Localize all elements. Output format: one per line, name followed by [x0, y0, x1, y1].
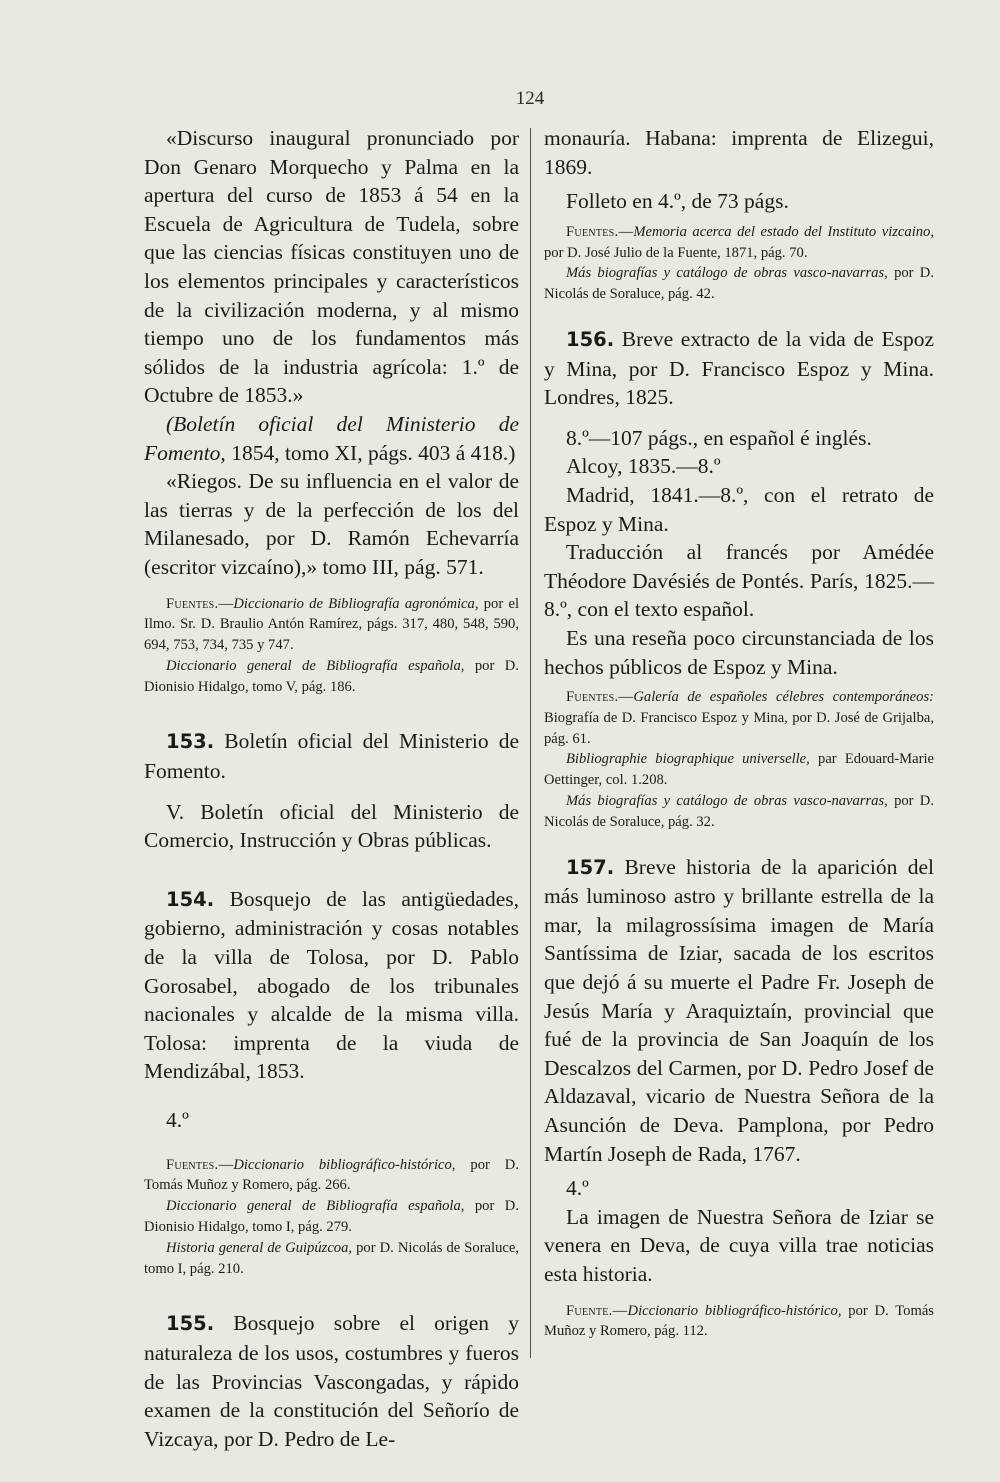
entry-number: 153.: [166, 730, 215, 754]
source-details: por D. José Julio de la Fuente, 1871, pág. 70.: [544, 244, 808, 261]
sources-label: Fuentes.—: [566, 689, 634, 706]
entry-155-format: Folleto en 4.º, de 73 págs.: [566, 189, 789, 214]
source-entry: [144, 1196, 519, 1238]
entry-155: [144, 1309, 519, 1453]
entry-154: [144, 885, 519, 1086]
source-title: Diccionario bibliográfico-histórico,: [233, 1156, 456, 1173]
entry-157-format: 4.º: [566, 1176, 589, 1201]
source-details: Biografía de D. Francisco Espoz y Mina, por D. José de Grijalba, pág. 61.: [544, 709, 934, 747]
source-entry: [544, 222, 934, 264]
source-details: par Edouard-Marie Oettinger, col. 1.208.: [544, 751, 935, 789]
source-entry: [544, 1301, 934, 1343]
column-divider: [530, 128, 531, 1358]
source-entry: [144, 594, 519, 656]
boletin-title: (Boletín oficial del Ministerio de Fomento,: [144, 411, 519, 465]
source-details: por D. Dionisio Hidalgo, tomo I, pág. 279.: [144, 1198, 519, 1235]
source-title: Diccionario bibliográfico-histórico,: [627, 1302, 842, 1319]
source-details: por D. Tomás Muñoz y Romero, pág. 266.: [144, 1156, 519, 1194]
riegos-reference: «Riegos. De su influencia en el valor de las tierras y de la perfección de los del Milanesado, por D. Ramón Echevarría (escritor vizcaíno),» tomo III, pág. 571.: [144, 469, 519, 579]
entry-number: 154.: [166, 887, 215, 911]
entry-number: 156.: [566, 327, 615, 351]
source-title: Memoria acerca del estado del Instituto vizcaino,: [633, 223, 934, 240]
source-details: por el Ilmo. Sr. D. Braulio Antón Ramírez, págs. 317, 480, 548, 590, 694, 753, 734, 735 y 747.: [144, 595, 519, 654]
entry-155-continued: monauría. Habana: imprenta de Elizegui, 1869.: [544, 126, 934, 179]
entry-157: [544, 853, 934, 1169]
source-title: Bibliographie biographique universelle,: [566, 751, 810, 768]
source-title: Diccionario de Bibliografía agronómica,: [233, 595, 479, 612]
source-details: por D. Nicolás de Soraluce, pág. 32.: [544, 793, 934, 830]
source-title: Historia general de Guipúzcoa,: [166, 1239, 353, 1256]
source-details: por D. Tomás Muñoz y Romero, pág. 112.: [544, 1302, 934, 1340]
sources-label: Fuentes.—: [166, 595, 234, 612]
entry-156-edition: Madrid, 1841.—8.º, con el retrato de Espoz y Mina.: [544, 482, 934, 536]
source-entry: [144, 1238, 519, 1280]
entry-152-text: «Discurso inaugural pronunciado por Don Genaro Morquecho y Palma en la apertura del curso de 1853 á 54 en la Escuela de Agricultura de Tudela, sobre que las ciencias físicas constituyen uno de los elementos principales y característicos de la civilización moderna, y al mismo tiempo uno de los fundamentos más sólidos de la industria agrícola: 1.º de Octubre de 1853.»: [144, 126, 519, 408]
entry-title: Bosquejo sobre el origen y naturaleza de los usos, costumbres y fueros de las Provincias Vascongadas, y rápido examen de la constitución del Señorío de Vizcaya, por D. Pedro de Le-: [144, 1311, 519, 1451]
source-title: Diccionario general de Bibliografía española,: [166, 1198, 465, 1215]
entry-156-edition: Alcoy, 1835.—8.º: [566, 454, 721, 479]
boletin-details: 1854, tomo XI, págs. 403 á 418.): [231, 440, 516, 465]
entry-157-note: La imagen de Nuestra Señora de Iziar se venera en Deva, de cuya villa trae noticias esta historia.: [544, 1204, 934, 1286]
entry-title: Boletín oficial del Ministerio de Fomento.: [144, 729, 519, 784]
entry-title: Bosquejo de las antigüedades, gobierno, administración y cosas notables de la villa de Tolosa, por D. Pablo Gorosabel, abogado de los tribunales nacionales y alcalde de la misma villa. Tolosa: imprenta de la viuda de Mendizábal, 1853.: [144, 886, 519, 1084]
entry-156-note: Es una reseña poco circunstanciada de los hechos públicos de Espoz y Mina.: [544, 625, 934, 679]
entry-156-translation: Traducción al francés por Amédée Théodore Davésiés de Pontés. París, 1825.—8.º, con el texto español.: [544, 540, 934, 622]
page-number: 124: [515, 88, 545, 109]
source-details: por D. Nicolás de Soraluce, tomo I, pág. 210.: [144, 1239, 519, 1277]
boletin-reference: [144, 410, 519, 467]
source-title: Más biografías y catálogo de obras vasco-navarras,: [566, 265, 888, 282]
sources-label: Fuente.—: [566, 1302, 628, 1319]
source-title: Galería de españoles célebres contemporáneos:: [633, 689, 934, 706]
entry-154-format: 4.º: [166, 1108, 189, 1133]
source-entry: [144, 656, 519, 698]
entry-156: [544, 325, 934, 412]
entry-number: 155.: [166, 1312, 215, 1336]
source-title: Más biografías y catálogo de obras vasco-navarras,: [566, 793, 888, 810]
sources-label: Fuentes.—: [566, 223, 634, 240]
right-column: [544, 124, 934, 1342]
entry-title: Breve historia de la aparición del más luminoso astro y brillante estrella de la mar, la milagrossísima imagen de María Santíssima de Iziar, sacada de los escritos que dejó á su muerte el Padre Fr. Joseph de Jesús María y Araquiztaín, provincial que fué de la provincia de San Joaquín de los Descalzos del Carmen, por D. Pedro Josef de Aldazaval, vicario de Nuestra Señora de la Asunción de Deva. Pamplona, por Pedro Martín Joseph de Rada, 1767.: [544, 854, 934, 1166]
source-entry: [544, 791, 934, 833]
source-entry: [544, 687, 934, 749]
source-details: por D. Nicolás de Soraluce, pág. 42.: [544, 265, 934, 303]
source-title: Diccionario general de Bibliografía española,: [166, 657, 465, 674]
entry-153-note: V. Boletín oficial del Ministerio de Comercio, Instrucción y Obras públicas.: [144, 799, 519, 853]
entry-153: [144, 727, 519, 785]
sources-label: Fuentes.—: [166, 1156, 234, 1173]
left-column: [144, 124, 519, 1453]
source-entry: [144, 1155, 519, 1197]
source-entry: [544, 263, 934, 305]
entry-156-edition: 8.º—107 págs., en español é inglés.: [566, 425, 872, 450]
entry-number: 157.: [566, 855, 615, 879]
entry-title: Breve extracto de la vida de Espoz y Mina, por D. Francisco Espoz y Mina. Londres, 1825.: [544, 326, 934, 410]
source-details: por D. Dionisio Hidalgo, tomo V, pág. 186.: [144, 657, 519, 695]
source-entry: [544, 749, 934, 791]
